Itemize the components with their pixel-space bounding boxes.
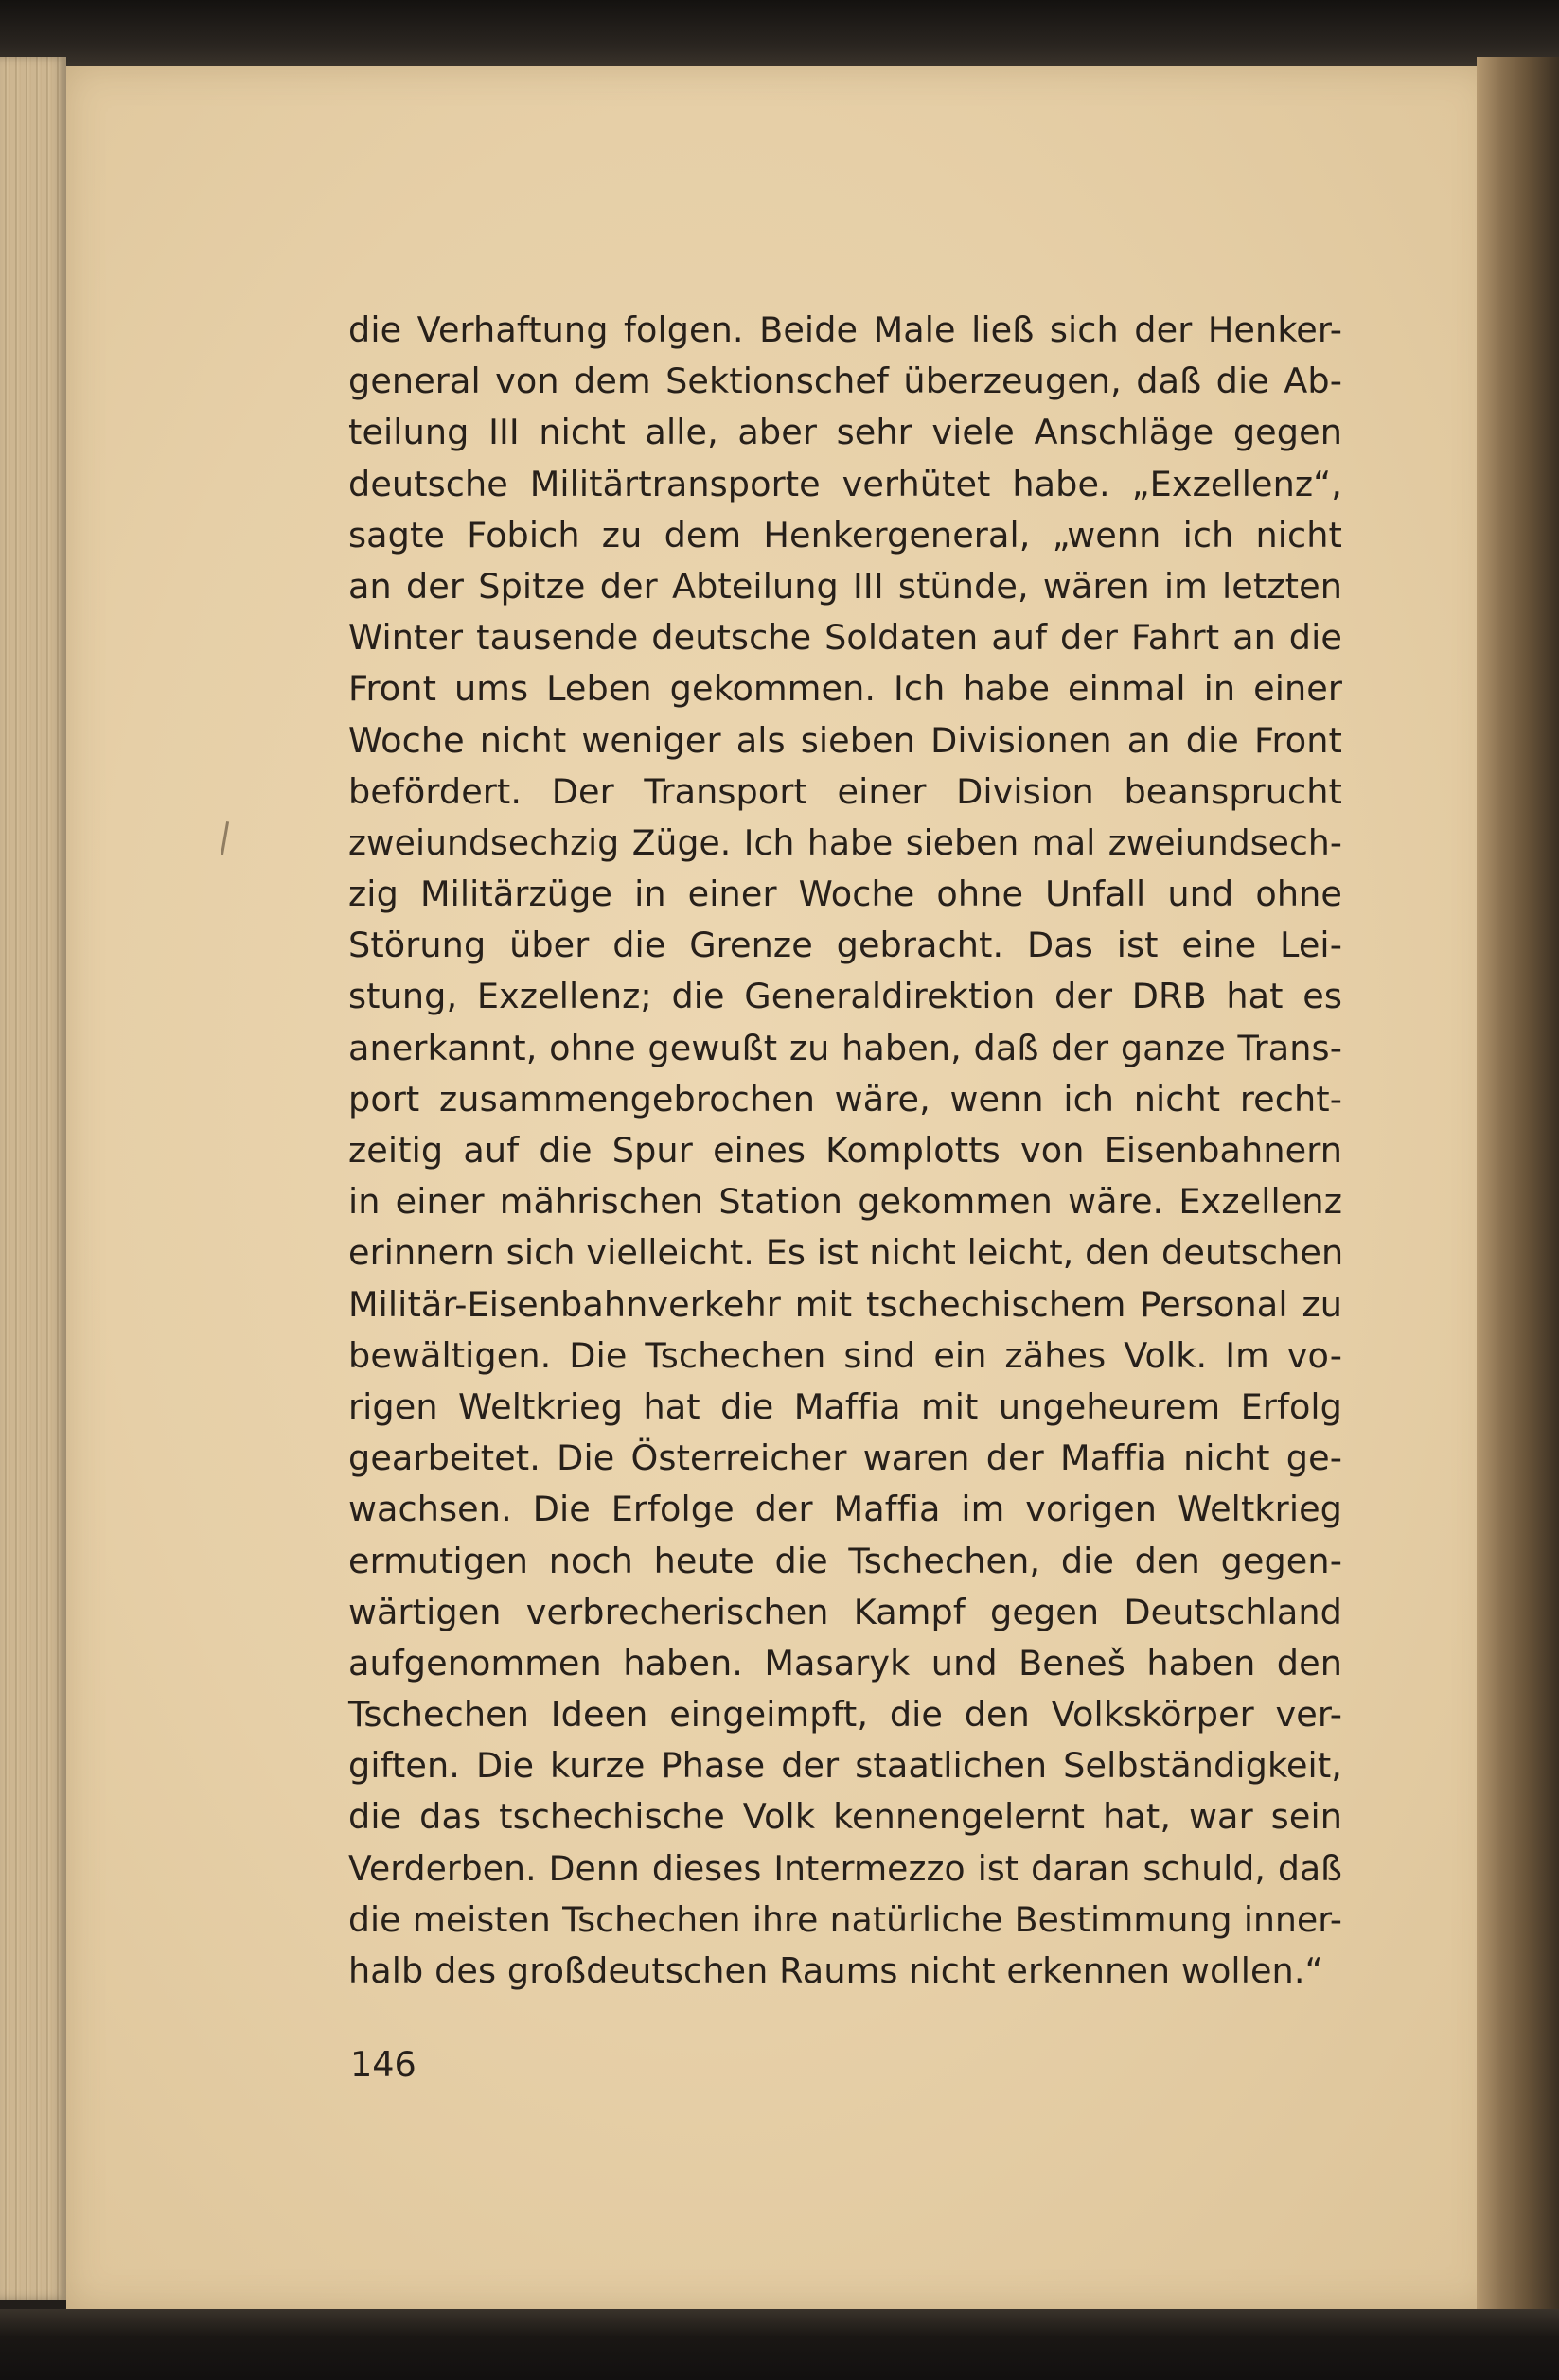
text-line: general von dem Sektionschef überzeugen, daß die Ab- [348, 361, 1342, 402]
text-line: die meisten Tschechen ihre natürliche Bestimmung inner- [348, 1899, 1342, 1940]
bottom-edge-shadow [0, 2309, 1559, 2380]
text-line: deutsche Militärtransporte verhütet habe. „Exzellenz“, [348, 463, 1342, 504]
text-line: in einer mährischen Station gekommen wäre. Exzellenz [348, 1181, 1342, 1223]
text-line: erinnern sich vielleicht. Es ist nicht leicht, den deutschen [348, 1232, 1344, 1274]
text-line: stung, Exzellenz; die Generaldirektion der DRB hat es [348, 976, 1342, 1017]
text-line: aufgenommen haben. Masaryk und Beneš haben den [348, 1642, 1342, 1684]
text-line: zeitig auf die Spur eines Komplotts von Eisenbahnern [348, 1130, 1342, 1171]
top-edge-shadow [0, 0, 1559, 66]
body-text [348, 305, 1342, 1997]
text-line: port zusammengebrochen wäre, wenn ich nicht recht- [348, 1078, 1342, 1119]
text-line: Militär-Eisenbahnverkehr mit tschechischem Personal zu [348, 1283, 1342, 1325]
text-line: Woche nicht weniger als sieben Divisionen an die Front [348, 719, 1342, 761]
text-line: sagte Fobich zu dem Henkergeneral, „wenn ich nicht [348, 514, 1342, 555]
text-line: die das tschechische Volk kennengelernt hat, war sein [348, 1796, 1342, 1838]
text-line-last: halb des großdeutschen Raums nicht erkennen wollen.“ [348, 1950, 1323, 1991]
text-line: zig Militärzüge in einer Woche ohne Unfall und ohne [348, 873, 1342, 915]
text-line: befördert. Der Transport einer Division beansprucht [348, 770, 1342, 812]
page-number: 146 [350, 2044, 416, 2085]
text-line: anerkannt, ohne gewußt zu haben, daß der ganze Trans- [348, 1027, 1342, 1068]
text-line: teilung III nicht alle, aber sehr viele Anschläge gegen [348, 412, 1342, 453]
text-line: giften. Die kurze Phase der staatlichen Selbständigkeit, [348, 1745, 1342, 1787]
text-line: Verderben. Denn dieses Intermezzo ist daran schuld, daß [348, 1848, 1342, 1889]
text-line: Störung über die Grenze gebracht. Das ist eine Lei- [348, 925, 1342, 966]
text-line: ermutigen noch heute die Tschechen, die den gegen- [348, 1540, 1342, 1581]
text-line: wärtigen verbrecherischen Kampf gegen Deutschland [348, 1591, 1342, 1632]
text-line: wachsen. Die Erfolge der Maffia im vorigen Weltkrieg [348, 1489, 1342, 1530]
text-line: bewältigen. Die Tschechen sind ein zähes Volk. Im vo- [348, 1334, 1342, 1376]
text-line: gearbeitet. Die Österreicher waren der Maffia nicht ge- [348, 1437, 1342, 1479]
text-line: die Verhaftung folgen. Beide Male ließ sich der Henker- [348, 309, 1342, 350]
text-line: Winter tausende deutsche Soldaten auf der Fahrt an die [348, 617, 1342, 659]
book-gutter [1477, 57, 1559, 2318]
text-line: rigen Weltkrieg hat die Maffia mit ungeheurem Erfolg [348, 1385, 1342, 1427]
text-line: an der Spitze der Abteilung III stünde, wären im letzten [348, 565, 1342, 607]
page-stack-edge [0, 57, 66, 2300]
text-line: zweiundsechzig Züge. Ich habe sieben mal zweiundsech- [348, 822, 1342, 863]
text-line: Front ums Leben gekommen. Ich habe einmal in einer [348, 668, 1342, 710]
text-line: Tschechen Ideen eingeimpft, die den Volkskörper ver- [348, 1694, 1342, 1736]
